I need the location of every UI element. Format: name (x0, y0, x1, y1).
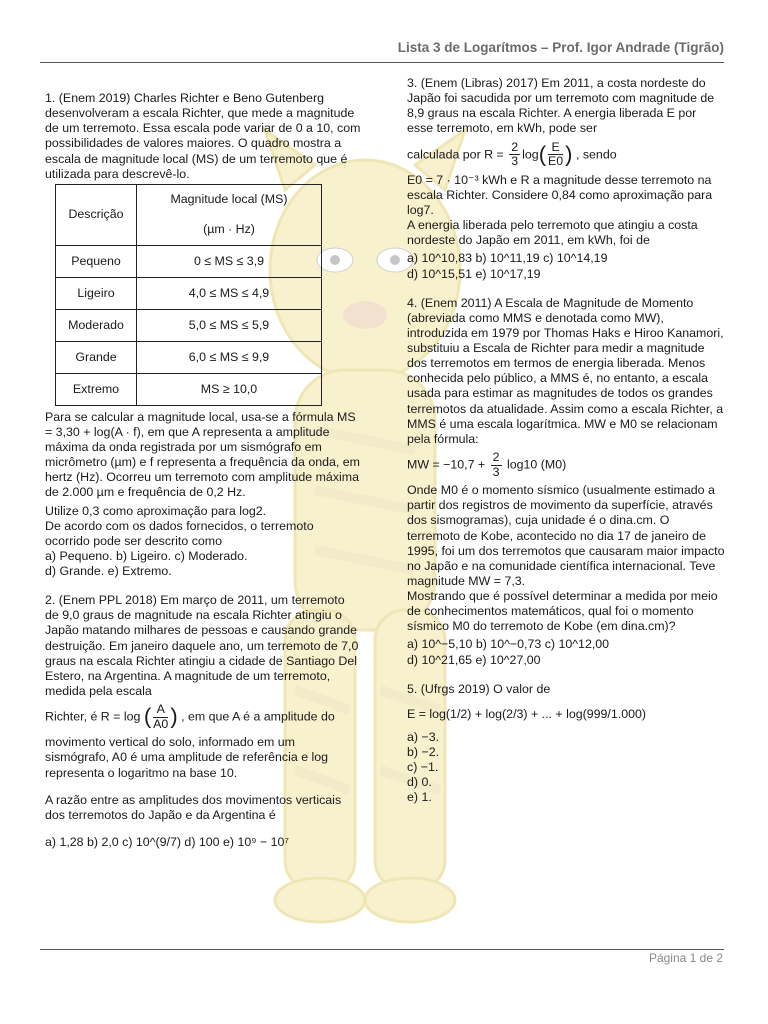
table-row (56, 309, 322, 341)
q3-number: 3. (407, 76, 418, 90)
paren-open: ( (143, 703, 152, 729)
table-cell-range: 4,0 ≤ MS ≤ 4,9 (137, 277, 322, 309)
table-row (56, 341, 322, 373)
table-row (56, 277, 322, 309)
q4-text-3: Mostrando que é possível determinar a medida por meio de conhecimentos matemáticos, qual foi o momento sísmico M0 do terremoto de Kobe (em dina.cm)? (407, 589, 718, 634)
q3-text-1 (407, 76, 725, 137)
q5-option-d: d) 0. (407, 775, 432, 790)
q1-options-line-2: d) Grande. e) Extremo. (45, 564, 172, 578)
q4-frac-den: 3 (492, 464, 500, 479)
q2-text-1 (45, 593, 361, 699)
q4-formula (407, 451, 725, 479)
table-cell-desc: Grande (56, 341, 137, 373)
q2-fraction (153, 703, 168, 731)
q2-formula-post: , em que A é a amplitude do (181, 709, 335, 724)
q5-number: 5. (407, 681, 418, 696)
q3-formula-post: , sendo (575, 146, 617, 161)
q4-options-line-1: a) 10^−5,10 b) 10^−0,73 c) 10^12,00 (407, 637, 610, 652)
q4-options-line-2: d) 10^21,65 e) 10^27,00 (407, 652, 541, 667)
q2-text-1-body: (Enem PPL 2018) Em março de 2011, um terremoto de 9,0 graus de magnitude na escala Richter atingiu o Japão matando milhares de pessoas e causando grande destruição. Em janeiro daquele ano, um terremoto de 7,0 graus na escala Richter atingiu a cidade de Santiago Del Estero, na Argentina. A magnitude de um terremoto, medida pela escala (45, 593, 359, 698)
table-cell-desc: Pequeno (56, 245, 137, 277)
q3-options-line-1: a) 10^10,83 b) 10^11,19 c) 10^14,19 (407, 251, 608, 266)
footer-divider (40, 949, 724, 950)
q4-formula-pre: MW = −10,7 + (407, 457, 486, 472)
right-column (407, 76, 725, 806)
q3-text-1-body: (Enem (Libras) 2017) Em 2011, a costa nordeste do Japão foi sacudida por um terremoto com magnitude de 8,9 graus na escala Richter. A energia liberada E por esse terremoto, em kWh, pode ser (407, 76, 715, 136)
q3-text-2: E0 = 7 · 10⁻³ kWh e R a magnitude desse terremoto na escala Richter. Considere 0,84 como aproximação para log7. (407, 172, 713, 218)
table-cell-desc: Ligeiro (56, 277, 137, 309)
q2-number: 2. (45, 593, 56, 608)
q3-frac2-num: E (548, 141, 563, 156)
q3-frac1-num: 2 (511, 139, 519, 154)
q3-frac2-den: E0 (548, 154, 564, 169)
paren-close: ) (170, 703, 178, 729)
q4-text-2: Onde M0 é o momento sísmico (usualmente estimado a partir dos registros de movimento da superfície, através dos sismogramas), cuja unidade é o dina.cm. O terremoto de Kobe, acontecido no dia 17 de janeiro de 1995, foi um dos terremotos que causaram maior impacto no Japão e na comunidade científica internacional. Teve magnitude MW = 7,3. (407, 483, 725, 588)
table-cell-desc: Extremo (56, 373, 137, 405)
q1-paragraph-2: Utilize 0,3 como aproximação para log2. (45, 503, 267, 518)
table-header-mag (137, 184, 322, 245)
q2-options: a) 1,28 b) 2,0 c) 10^(9/7) d) 100 e) 10⁹ − 10⁷ (45, 834, 289, 849)
table-cell-range: 0 ≤ MS ≤ 3,9 (137, 245, 322, 277)
q1-intro-text: (Enem 2019) Charles Richter e Beno Gutenberg desenvolveram a escala Richter, que mede a magnitude de um terremoto. Essa escala pode variar de 0 a 10, com possibilidades de valores maiores. O quadro mostra a escala de magnitude local (MS) de um terremoto que é utilizada para descrevê-lo. (45, 91, 361, 181)
q4-text-1-body: (Enem 2011) A Escala de Magnitude de Momento (abreviada como MMS e denotada como MW), introduzida em 1979 por Thomas Haks e Hiroo Kanamori, substituiu a Escala de Richter para medir a magnitude dos terremotos em termos de energia liberada. Menos conhecida pelo público, a MMS é, no entanto, a escala usada para estimar as magnitudes de todos os grandes terremotos da atualidade. Assim como a escala Richter, a MMS é uma escala logarítmica. MW e M0 se relacionam pela fórmula: (407, 295, 724, 446)
q4-number: 4. (407, 295, 418, 310)
q4-formula-post: log10 (M0) (506, 457, 567, 472)
q3-options-line-2: d) 10^15,51 e) 10^17,19 (407, 266, 541, 281)
q4-fraction (491, 451, 502, 479)
q5-option-c: c) −1. (407, 760, 439, 775)
q1-paragraph-3: De acordo com os dados fornecidos, o terremoto ocorrido pode ser descrito como (45, 518, 314, 548)
q4-frac-num: 2 (492, 449, 500, 464)
table-cell-desc: Moderado (56, 309, 137, 341)
q4-text-1 (407, 296, 725, 447)
table-cell-range: 5,0 ≤ MS ≤ 5,9 (137, 309, 322, 341)
q1-number: 1. (45, 91, 56, 105)
q2-frac-den: A0 (153, 716, 169, 731)
table-header-row (56, 184, 322, 245)
table-row (56, 245, 322, 277)
q3-text-3: A energia liberada pelo terremoto que atingiu a costa nordeste do Japão em 2011, em kWh, foi de (407, 218, 698, 248)
q2-frac-num: A (153, 703, 168, 718)
q1-intro (45, 91, 361, 182)
q5-formula: E = log(1/2) + log(2/3) + ... + log(999/1.000) (407, 706, 647, 721)
page-number: Página 1 de 2 (648, 951, 723, 965)
magnitude-table (55, 184, 322, 406)
page-header: Lista 3 de Logarítmos – Prof. Igor Andrade (Tigrão) (397, 40, 724, 55)
q5-option-b: b) −2. (407, 745, 440, 760)
table-row (56, 373, 322, 405)
q2-text-2: movimento vertical do solo, informado em um sismógrafo, A0 é uma amplitude de referência e log representa o logaritmo na base 10. (45, 735, 329, 780)
q3-log: log (522, 146, 539, 161)
q2-formula-pre: Richter, é R = log (45, 709, 141, 724)
q5-text-1 (407, 682, 725, 697)
q5-options (407, 730, 725, 806)
paren-open: ( (538, 141, 547, 167)
q2-text-3: A razão entre as amplitudes dos movimentos verticais dos terremotos do Japão e da Argentina é (45, 792, 342, 822)
q3-fraction-2 (548, 141, 563, 169)
q1-paragraph-1: Para se calcular a magnitude local, usa-se a fórmula MS = 3,30 + log(A · f), em que A representa a amplitude máxima da onda registrada por um sismógrafo em micrômetro (µm) e f representa a frequência da onda, em hertz (Hz). Ocorreu um terremoto com amplitude máxima de 2.000 µm e frequência de 0,2 Hz. (45, 409, 360, 500)
table-header-mag-label: Magnitude local (MS) (170, 192, 288, 207)
left-column (45, 91, 361, 850)
table-header-desc: Descrição (56, 184, 137, 245)
q3-formula (407, 141, 725, 169)
q5-option-a: a) −3. (407, 729, 440, 744)
q3-formula-pre: calculada por R = (407, 146, 504, 161)
header-divider (40, 62, 724, 63)
q5-option-e: e) 1. (407, 790, 432, 805)
table-cell-range: 6,0 ≤ MS ≤ 9,9 (137, 341, 322, 373)
q5-text-1-body: (Ufrgs 2019) O valor de (420, 681, 551, 696)
paren-close: ) (565, 141, 573, 167)
q1-options-line-1: a) Pequeno. b) Ligeiro. c) Moderado. (45, 548, 248, 563)
q3-frac1-den: 3 (511, 154, 519, 169)
table-cell-range: MS ≥ 10,0 (137, 373, 322, 405)
q3-fraction-1 (509, 141, 520, 169)
table-header-mag-unit: (µm · Hz) (203, 222, 255, 237)
q2-formula (45, 703, 361, 731)
